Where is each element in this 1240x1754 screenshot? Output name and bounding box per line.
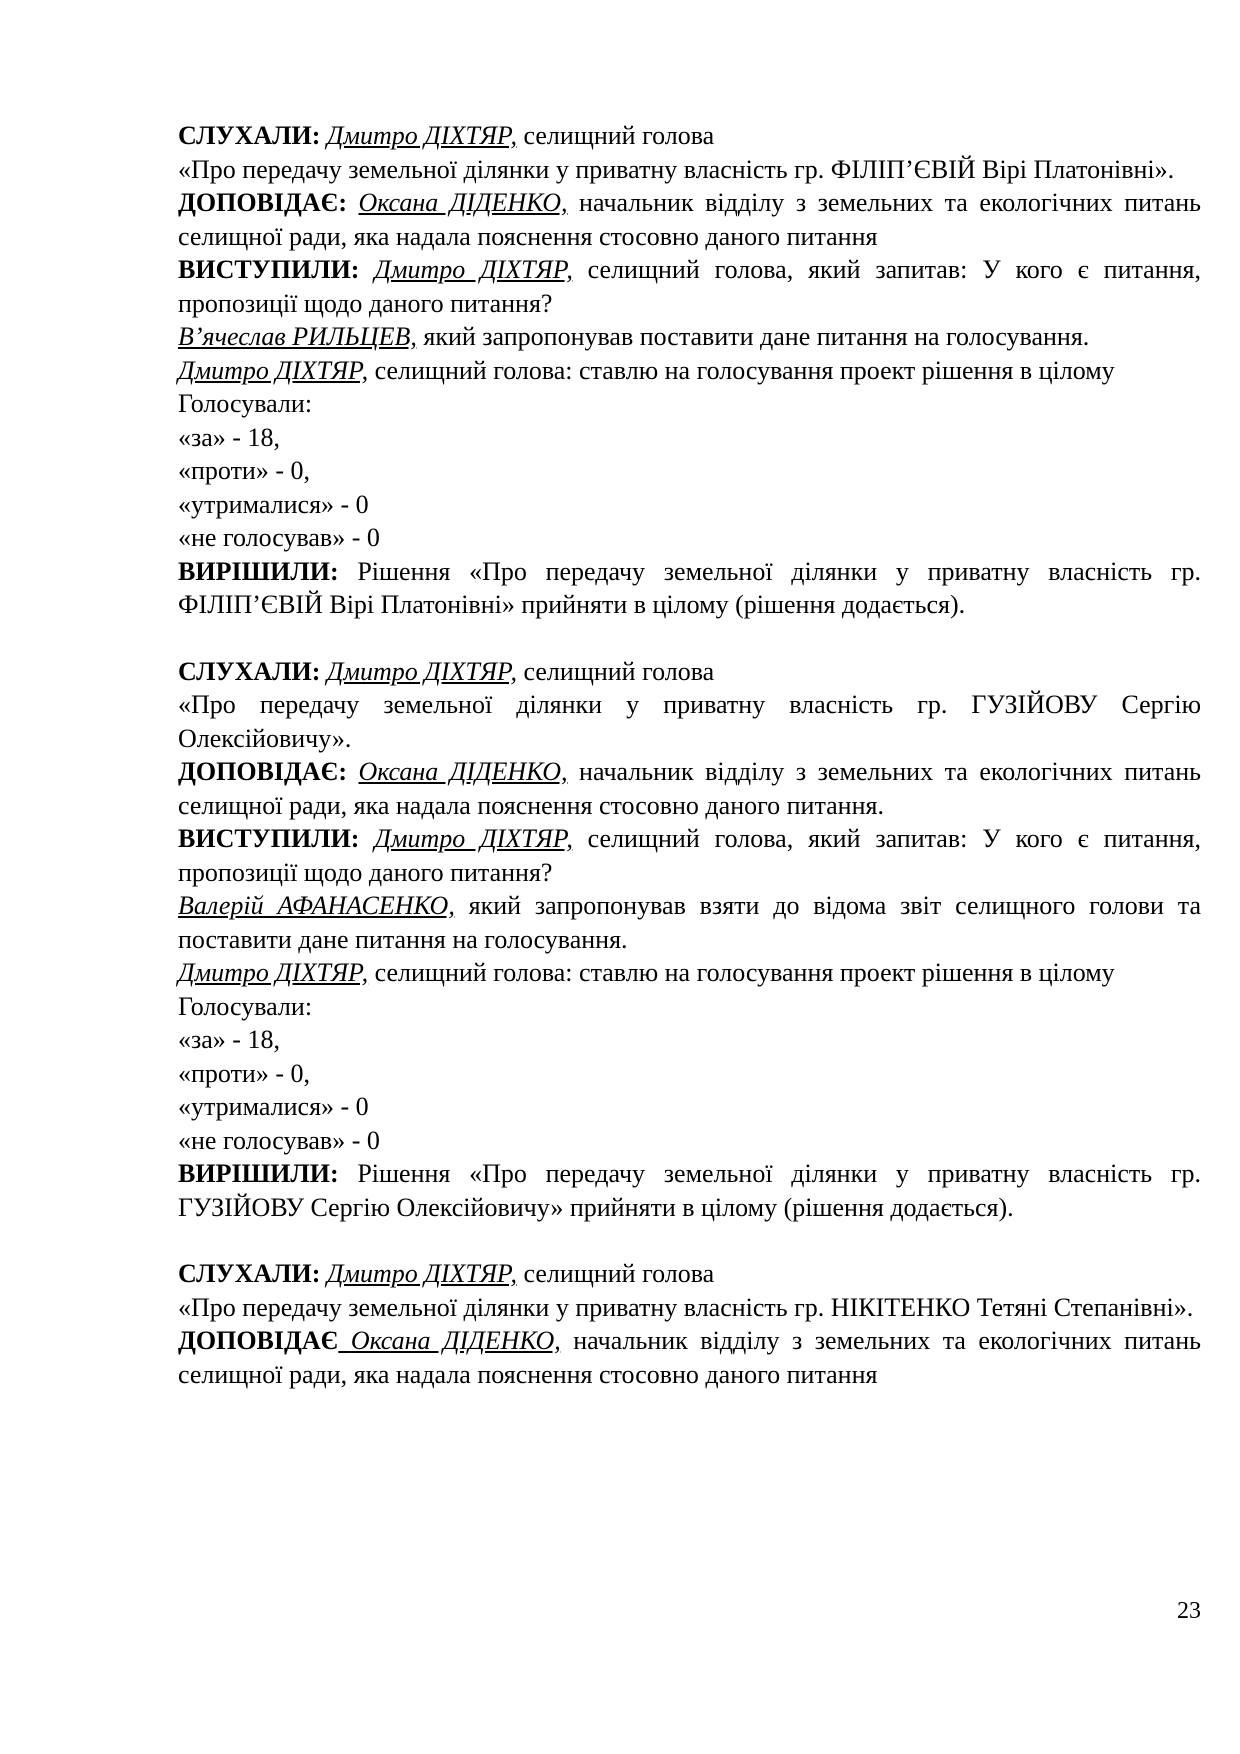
heard-line <box>178 655 1201 689</box>
reports-label: ДОПОВІДАЄ: <box>178 188 347 217</box>
agenda-item-3 <box>178 1257 1201 1391</box>
spoke-label: ВИСТУПИЛИ: <box>178 824 360 853</box>
proposal-text: який запропонував поставити дане питання на голосування. <box>416 322 1090 351</box>
heard-label: СЛУХАЛИ: <box>178 1259 321 1288</box>
heard-line <box>178 1257 1201 1291</box>
proposer-name: Валерій АФАНАСЕНКО, <box>178 891 455 920</box>
vote-for: «за» - 18, <box>178 422 280 452</box>
speaker-name: Дмитро ДІХТЯР, <box>178 355 369 385</box>
agenda-topic: «Про передачу земельної ділянки у приватну власність гр. ГУЗІЙОВУ Сергію Олексійовичу». <box>178 690 1201 753</box>
decision-line <box>178 555 1201 622</box>
proposal-line <box>178 889 1201 956</box>
agenda-topic: «Про передачу земельної ділянки у приватну власність гр. НІКІТЕНКО Тетяні Степанівні». <box>178 1292 1194 1322</box>
agenda-topic: «Про передачу земельної ділянки у приватну власність гр. ФІЛІП’ЄВІЙ Вірі Платонівні». <box>178 154 1175 184</box>
spoke-label: ВИСТУПИЛИ: <box>178 255 360 284</box>
speaker-name: Дмитро ДІХТЯР, <box>326 1259 518 1288</box>
speaker-title: селищний голова <box>517 121 715 150</box>
vote-for: «за» - 18, <box>178 1025 280 1054</box>
page-number: 23 <box>1177 1598 1201 1624</box>
speaker-name: Дмитро ДІХТЯР, <box>374 255 573 284</box>
speaker-name: Дмитро ДІХТЯР, <box>374 824 573 853</box>
vote-not-voted: «не голосував» - 0 <box>178 523 380 552</box>
vote-abstained: «утрималися» - 0 <box>178 489 369 519</box>
speaker-question: селищний голова, який запитав: У кого є питання, пропозиції щодо даного питання? <box>178 255 1202 318</box>
decided-label: ВИРІШИЛИ: <box>178 556 339 586</box>
reporter-name-space <box>338 1326 351 1355</box>
vote-against: «проти» - 0, <box>178 1058 311 1088</box>
proposer-name: В’ячеслав РИЛЬЦЕВ, <box>178 322 417 351</box>
reporter-name: Оксана ДІДЕНКО, <box>358 188 568 217</box>
vote-not-voted: «не голосував» - 0 <box>178 1125 380 1155</box>
spoke-line <box>178 253 1201 320</box>
reports-line <box>178 1324 1201 1391</box>
decision-line <box>178 1157 1201 1224</box>
heard-label: СЛУХАЛИ: <box>178 656 321 686</box>
reporter-role: начальник відділу з земельних та екологічних питань селищної ради, яка надала пояснення стосовно даного питання <box>178 188 1202 251</box>
speaker-name: Дмитро ДІХТЯР, <box>326 121 518 150</box>
speaker-title: селищний голова <box>517 1259 715 1288</box>
decision-text: Рішення «Про передачу земельної ділянки у приватну власність гр. ГУЗІЙОВУ Сергію Олексійовичу» прийняти в цілому (рішення додається). <box>178 1159 1201 1222</box>
vote-against: «проти» - 0, <box>178 456 311 485</box>
proposal-line <box>178 320 1201 354</box>
reporter-role: начальник відділу з земельних та екологічних питань селищної ради, яка надала пояснення стосовно даного питання. <box>178 757 1202 820</box>
reporter-role: начальник відділу з земельних та екологічних питань селищної ради, яка надала пояснення стосовно даного питання <box>178 1326 1201 1389</box>
decided-label: ВИРІШИЛИ: <box>178 1159 339 1188</box>
reports-label: ДОПОВІДАЄ: <box>178 757 347 786</box>
spoke-line <box>178 822 1201 889</box>
vote-abstained: «утрималися» - 0 <box>178 1092 369 1121</box>
decision-text: Рішення «Про передачу земельної ділянки у приватну власність гр. ФІЛІП’ЄВІЙ Вірі Платонівні» прийняти в цілому (рішення додається). <box>178 556 1201 619</box>
heard-line <box>178 119 1201 153</box>
agenda-item-2 <box>178 655 1201 1225</box>
speaker-name: Дмитро ДІХТЯР, <box>326 656 518 686</box>
agenda-item-1 <box>178 119 1201 622</box>
vote-call-line <box>178 956 1201 990</box>
reports-label: ДОПОВІДАЄ <box>178 1326 339 1355</box>
heard-label: СЛУХАЛИ: <box>178 121 321 150</box>
reporter-name-text: Оксана ДІДЕНКО, <box>350 1326 561 1355</box>
reporter-name <box>338 1326 560 1355</box>
reporter-name: Оксана ДІДЕНКО, <box>358 757 568 786</box>
document-page <box>178 119 1201 1424</box>
vote-call-text: селищний голова: ставлю на голосування проект рішення в цілому <box>368 355 1115 385</box>
proposal-text: який запропонував взяти до відома звіт селищного голови та поставити дане питання на голосування. <box>178 891 1201 954</box>
speaker-question: селищний голова, який запитав: У кого є питання, пропозиції щодо даного питання? <box>178 824 1202 887</box>
speaker-title: селищний голова <box>517 656 715 686</box>
vote-call-line <box>178 354 1201 388</box>
voted-label: Голосували: <box>178 991 313 1021</box>
reports-line <box>178 186 1201 253</box>
vote-call-text: селищний голова: ставлю на голосування проект рішення в цілому <box>368 958 1115 987</box>
reports-line <box>178 755 1201 822</box>
speaker-name: Дмитро ДІХТЯР, <box>178 958 369 987</box>
voted-label: Голосували: <box>178 389 313 418</box>
